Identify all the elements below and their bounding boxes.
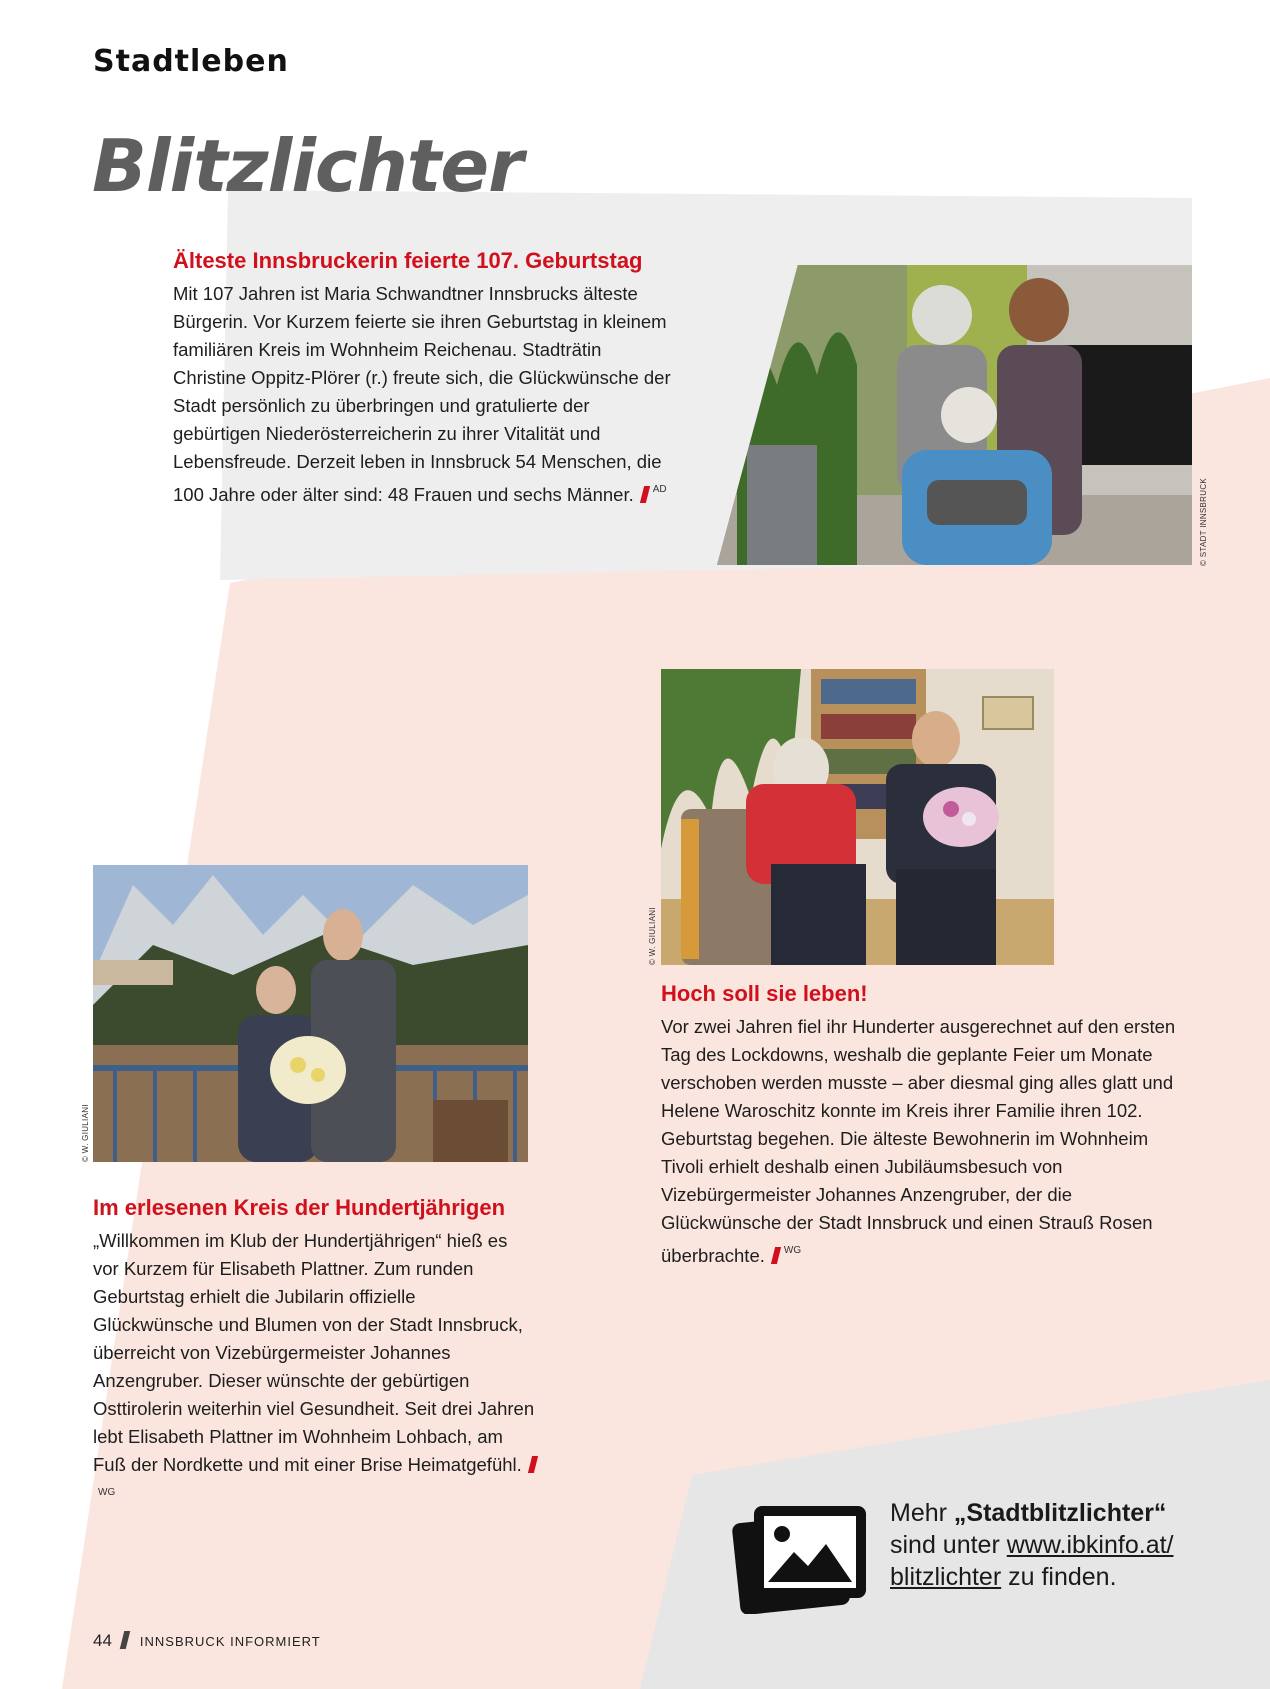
photo-tivoli-visit bbox=[661, 669, 1054, 965]
article-headline: Im erlesenen Kreis der Hundertjährigen bbox=[93, 1195, 506, 1220]
end-mark-icon bbox=[771, 1247, 781, 1264]
article-headline: Hoch soll sie leben! bbox=[661, 981, 868, 1006]
image-gallery-icon bbox=[732, 1504, 870, 1614]
page-title: Blitzlichter bbox=[92, 124, 523, 208]
article-body: Vor zwei Jahren fiel ihr Hunderter ausgerechnet auf den ersten Tag des Lockdowns, weshalb die geplante Feier um Monate verschoben werden musste – aber diesmal ging alles glatt und Helene Waroschitz konnte im Kreis ihrer Familie ihren 102. Geburtstag begehen. Die älteste Bewohnerin im Wohnheim Tivoli erhielt deshalb einen Jubiläumsbesuch von Vizebürgermeister Johannes Anzengruber, der die Glückwünsche der Stadt Innsbruck und einen Strauß Rosen überbrachte. $^{WG}$ bbox=[661, 1016, 1176, 1266]
page-footer bbox=[93, 1631, 321, 1651]
promo-highlight: „Stadtblitzlichter“ bbox=[953, 1499, 1167, 1527]
article-headline: Älteste Innsbruckerin feierte 107. Geburtstag bbox=[173, 248, 643, 273]
promo-link[interactable]: www.ibkinfo.at/ bbox=[1006, 1531, 1174, 1559]
end-mark-icon bbox=[640, 486, 650, 503]
photo-credit: © W. GIULIANI bbox=[81, 1104, 90, 1162]
end-mark-icon bbox=[528, 1456, 538, 1473]
photo-lohbach-balcony bbox=[93, 865, 528, 1162]
page-number: 44 bbox=[93, 1631, 112, 1650]
footer-divider-icon bbox=[120, 1631, 130, 1649]
article-hoch-soll-sie-leben bbox=[661, 981, 1186, 1270]
author-initials: WG bbox=[783, 1245, 802, 1256]
promo-stadtblitzlichter: Mehr „Stadtblitzlichter“ sind unter www.ibkinfo.at/ blitzlichter zu finden. bbox=[890, 1499, 1174, 1591]
article-body: „Willkommen im Klub der Hundertjährigen“ hieß es vor Kurzem für Elisabeth Plattner. Zum runden Geburtstag erhielt die Jubilarin offizielle Glückwünsche und Blumen von der Stadt Innsbruck, überreicht von Vizebürgermeister Johannes Anzengruber. Dieser wünschte der gebürtigen Osttirolerin weiterhin viel Gesundheit. Seit drei Jahren lebt Elisabeth Plattner im Wohnheim Lohbach, am Fuß der Nordkette und mit einer Brise Heimatgefühl.$^{WG}$ bbox=[93, 1227, 538, 1512]
section-label: Stadtleben bbox=[93, 44, 289, 79]
photo-credit: © W. GIULIANI bbox=[648, 907, 657, 965]
promo-link-continued[interactable]: blitzlichter bbox=[890, 1563, 1002, 1591]
author-initials: WG bbox=[98, 1487, 116, 1498]
article-body: Mit 107 Jahren ist Maria Schwandtner Innsbrucks älteste Bürgerin. Vor Kurzem feierte sie ihren Geburtstag in kleinem familiären Kreis im Wohnheim Reichenau. Stadträtin Christine Oppitz-Plörer (r.) freute sich, die Glückwünsche der Stadt persönlich zu überbringen und gratulierte der gebürtigen Niederösterreicherin zu ihrer Vitalität und Lebensfreude. Derzeit leben in Innsbruck 54 Menschen, die 100 Jahre oder älter sind: 48 Frauen und sechs Männer. $^{AD}$ bbox=[173, 283, 671, 505]
article-kreis-der-hundertjaehrigen bbox=[93, 1195, 538, 1512]
photo-credit: © STADT INNSBRUCK bbox=[1199, 477, 1208, 566]
magazine-name: INNSBRUCK INFORMIERT bbox=[139, 1634, 321, 1649]
author-initials: AD bbox=[652, 484, 667, 495]
article-oldest-innsbruckerin bbox=[173, 248, 671, 509]
photo-reichenau-birthday bbox=[717, 265, 1192, 565]
